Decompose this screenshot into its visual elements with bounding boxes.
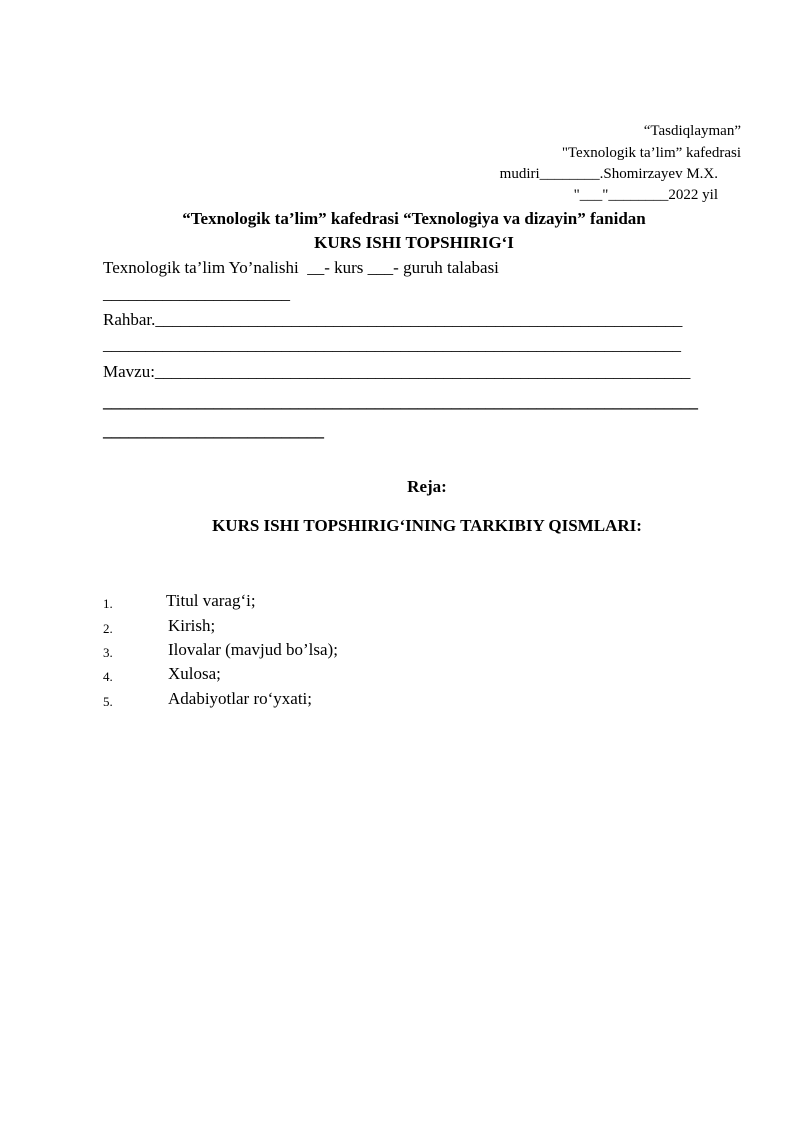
- list-item: Xulosa;: [168, 664, 221, 683]
- list-item-number: 1.: [103, 596, 113, 611]
- mavzu-line: Mavzu:_______________________________________________________________: [103, 362, 691, 381]
- rahbar-line: Rahbar.______________________________________________________________: [103, 310, 683, 329]
- approval-title: “Tasdiqlayman”: [643, 123, 741, 139]
- list-item-number: 4.: [103, 669, 113, 684]
- list-item: Ilovalar (mavjud bo’lsa);: [168, 640, 338, 659]
- mavzu-line-end: __________________________: [103, 421, 324, 440]
- document-title: KURS ISHI TOPSHIRIG‘I: [314, 233, 514, 252]
- list-item: Kirish;: [168, 616, 216, 635]
- approval-date: "___"________2022 yil: [573, 187, 718, 203]
- list-item-number: 3.: [103, 645, 113, 660]
- plan-title: Reja:: [407, 477, 447, 496]
- student-info-line: Texnologik ta’lim Yo’nalishi __- kurs ___- guruh talabasi: [103, 258, 499, 277]
- student-name-blank: ______________________: [103, 284, 290, 303]
- mavzu-line-continued: ______________________________________________________________________: [103, 392, 698, 411]
- list-item: Titul varag‘i;: [166, 591, 256, 610]
- rahbar-line-continued: ____________________________________________________________________: [103, 335, 681, 354]
- list-item: Adabiyotlar ro‘yxati;: [168, 689, 312, 708]
- list-item-number: 5.: [103, 694, 113, 709]
- plan-subtitle: KURS ISHI TOPSHIRIG‘INING TARKIBIY QISMLARI:: [212, 516, 642, 535]
- document-subject-heading: “Texnologik ta’lim” kafedrasi “Texnologiya va dizayin” fanidan: [182, 209, 646, 228]
- approval-department: "Texnologik ta’lim” kafedrasi: [561, 145, 741, 161]
- approval-head-signature: mudiri________.Shomirzayev M.X.: [499, 166, 718, 182]
- list-item-number: 2.: [103, 621, 113, 636]
